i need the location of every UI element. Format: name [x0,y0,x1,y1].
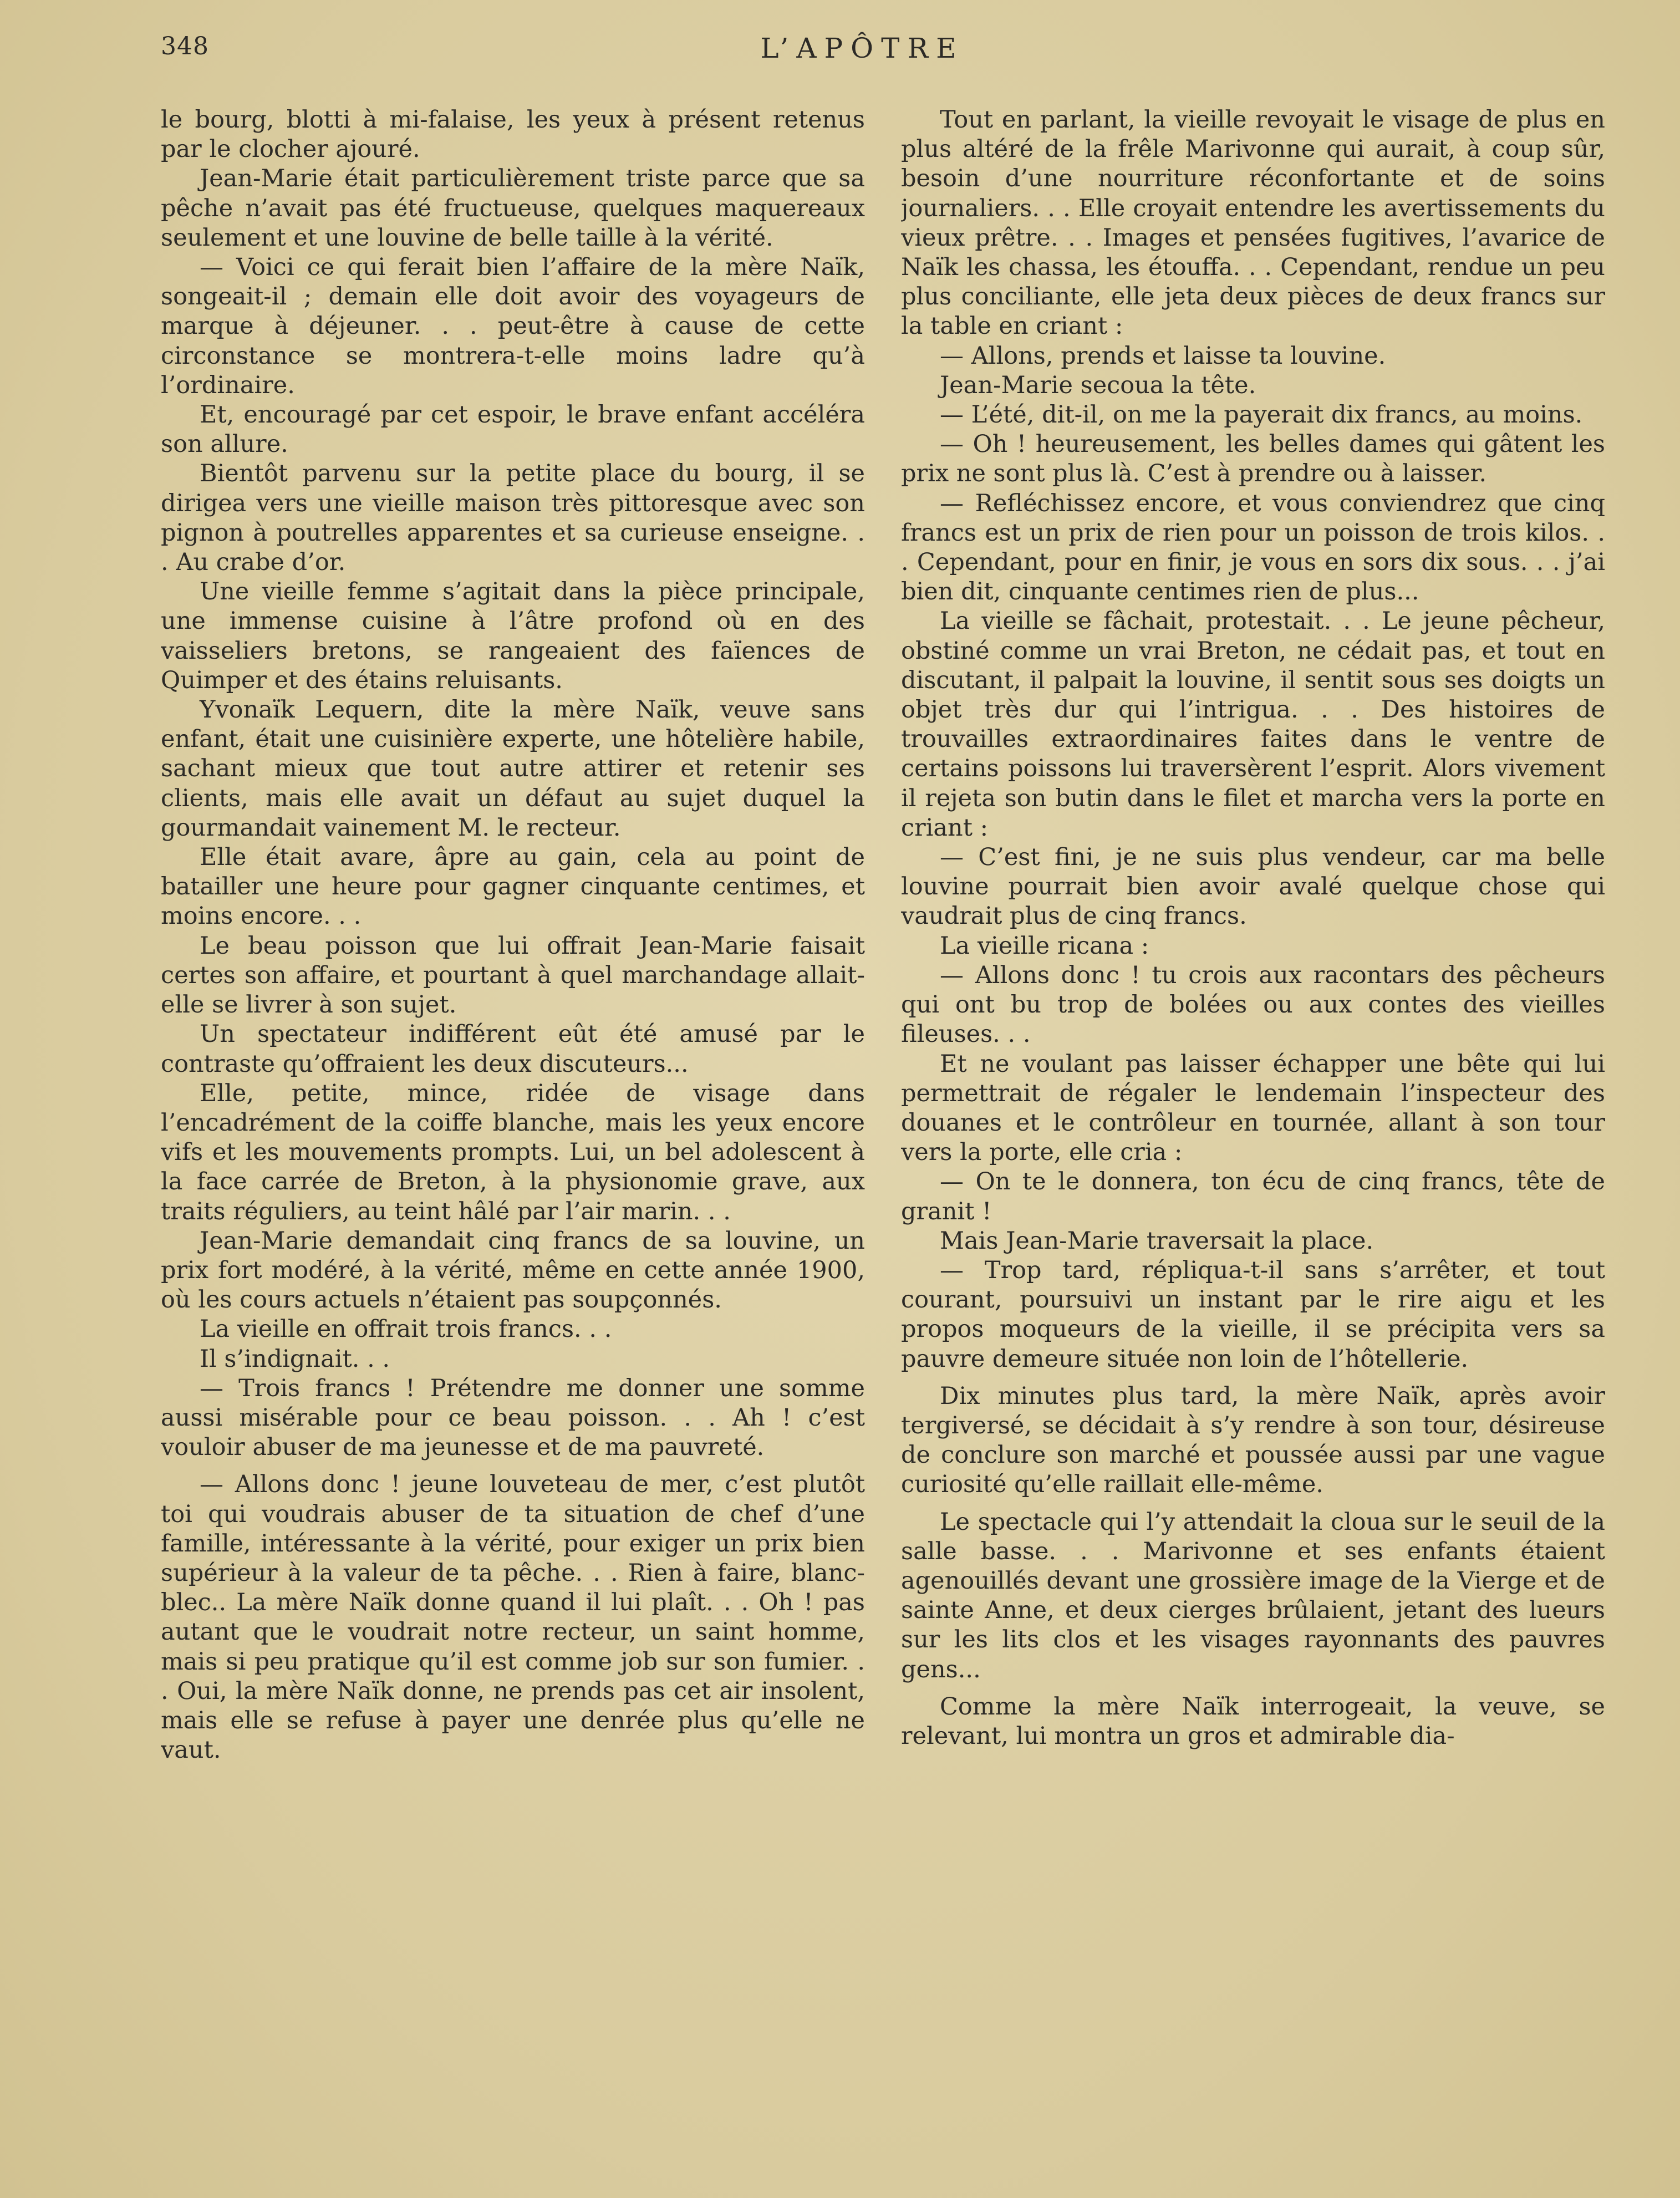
paragraph: Jean-Marie secoua la tête. [940,371,1256,399]
paragraph: — Voici ce qui ferait bien l’affaire de la mère Naïk, songeait-il ; demain elle doit avoir des voyageurs de marque à déjeuner. . . peut-être à cause de cette circonstance se montrera-t-elle moins ladre qu’à l’ordinaire. [161,253,865,399]
paragraph: Dix minutes plus tard, la mère Naïk, après avoir tergiversé, se décidait à s’y rendre à son tour, désireuse de conclure son marché et poussée aussi par une vague curiosité qu’elle raillait elle-même. [901,1382,1605,1499]
paragraph: Elle était avare, âpre au gain, cela au point de batailler une heure pour gagner cinquante centimes, et moins encore. . . [161,843,865,930]
paragraph: Un spectateur indifférent eût été amusé par le contraste qu’offraient les deux discuteurs... [161,1020,865,1078]
running-title: L’APÔTRE [760,32,964,64]
paragraph: — Trois francs ! Prétendre me donner une somme aussi misérable pour ce beau poisson. . . Ah ! c’est vouloir abuser de ma jeunesse et de ma pauvreté. [161,1374,865,1462]
paragraph: — On te le donnera, ton écu de cinq francs, tête de granit ! [901,1168,1605,1225]
paragraph: Elle, petite, mince, ridée de visage dans l’encadrément de la coiffe blanche, mais les yeux encore vifs et les mouvements prompts. Lui, un bel adolescent à la face carrée de Breton, à la physionomie grave, aux traits réguliers, au teint hâlé par l’air marin. . . [161,1079,865,1225]
page-number: 348 [161,32,209,60]
paragraph: Comme la mère Naïk interrogeait, la veuve, se relevant, lui montra un gros et admirable dia- [901,1692,1605,1750]
paragraph: Le spectacle qui l’y attendait la cloua sur le seuil de la salle basse. . . Marivonne et ses enfants étaient agenouillés devant une grossière image de la Vierge et de sainte Anne, et deux cierges brûlaient, jetant des lueurs sur les lits clos et les visages rayonnants des pauvres gens... [901,1508,1605,1683]
paragraph: — Refléchissez encore, et vous conviendrez que cinq francs est un prix de rien pour un poisson de trois kilos. . . Cependant, pour en finir, je vous en sors dix sous. . . j’ai bien dit, cinquante centimes rien de plus... [901,489,1605,606]
paragraph: le bourg, blotti à mi-falaise, les yeux à présent retenus par le clocher ajouré. [161,106,865,164]
paragraph: — Allons, prends et laisse ta louvine. [940,342,1386,370]
paragraph: Il s’indignait. . . [200,1345,390,1373]
paragraph: — Trop tard, répliqua-t-il sans s’arrêter, et tout courant, poursuivi un instant par le rire aigu et les propos moqueurs de la vieille, il se précipita vers sa pauvre demeure située non loin de l’hôtellerie. [901,1256,1605,1373]
paragraph: — Oh ! heureusement, les belles dames qui gâtent les prix ne sont plus là. C’est à prendre ou à laisser. [901,430,1605,488]
paragraph: Et ne voulant pas laisser échapper une bête qui lui permettrait de régaler le lendemain l’inspecteur des douanes et le contrôleur en tournée, allant à son tour vers la porte, elle cria : [901,1050,1605,1167]
paragraph: — Allons donc ! tu crois aux racontars des pêcheurs qui ont bu trop de bolées ou aux contes des vieilles fileuses. . . [901,961,1605,1049]
left-column [161,105,865,2168]
paragraph: Et, encouragé par cet espoir, le brave enfant accéléra son allure. [161,401,865,459]
paragraph: Mais Jean-Marie traversait la place. [940,1227,1374,1255]
page-header [161,32,1564,77]
paragraph: — L’été, dit-il, on me la payerait dix francs, au moins. [940,401,1583,429]
paragraph: La vieille ricana : [940,932,1149,960]
paragraph: Jean-Marie était particulièrement triste parce que sa pêche n’avait pas été fructueuse, quelques maquereaux seulement et une louvine de belle taille à la vérité. [161,165,865,252]
paragraph: La vieille en offrait trois francs. . . [200,1315,612,1344]
paragraph: Une vieille femme s’agitait dans la pièce principale, une immense cuisine à l’âtre profond où en des vaisseliers bretons, se rangeaient des faïences de Quimper et des étains reluisants. [161,578,865,694]
paragraph: Jean-Marie demandait cinq francs de sa louvine, un prix fort modéré, à la vérité, même en cette année 1900, où les cours actuels n’étaient pas soupçonnés. [161,1227,865,1314]
paragraph: Bientôt parvenu sur la petite place du bourg, il se dirigea vers une vieille maison très pittoresque avec son pignon à poutrelles apparentes et sa curieuse enseigne. . . Au crabe d’or. [161,460,865,577]
paragraph: La vieille se fâchait, protestait. . . Le jeune pêcheur, obstiné comme un vrai Breton, ne cédait pas, et tout en discutant, il palpait la louvine, il sentit sous ses doigts un objet très dur qui l’intrigua. . . Des histoires de trouvailles extraordinaires faites dans le ventre de certains poissons lui traversèrent l’esprit. Alors vivement il rejeta son butin dans le filet et marcha vers la porte en criant : [901,607,1605,842]
paragraph: — C’est fini, je ne suis plus vendeur, car ma belle louvine pourrait bien avoir avalé quelque chose qui vaudrait plus de cinq francs. [901,843,1605,930]
paragraph: Yvonaïk Lequern, dite la mère Naïk, veuve sans enfant, était une cuisinière experte, une hôtelière habile, sachant mieux que tout autre attirer et retenir ses clients, mais elle avait un défaut au sujet duquel la gourmandait vainement M. le recteur. [161,696,865,842]
right-column [901,105,1605,2168]
paragraph: Tout en parlant, la vieille revoyait le visage de plus en plus altéré de la frêle Marivonne qui aurait, à coup sûr, besoin d’une nourriture réconfortante et de soins journaliers. . . Elle croyait entendre les avertissements du vieux prêtre. . . Images et pensées fugitives, l’avarice de Naïk les chassa, les étouffa. . . Cependant, rendue un peu plus conciliante, elle jeta deux pièces de deux francs sur la table en criant : [901,106,1605,340]
paragraph: — Allons donc ! jeune louveteau de mer, c’est plutôt toi qui voudrais abuser de ta situation de chef d’une famille, intéressante à la vérité, pour exiger un prix bien supérieur à la valeur de ta pêche. . . Rien à faire, blanc-blec.. La mère Naïk donne quand il lui plaît. . . Oh ! pas autant que le voudrait notre recteur, un saint homme, mais si peu pratique qu’il est comme job sur son fumier. . . Oui, la mère Naïk donne, ne prends pas cet air insolent, mais elle se refuse à payer une denrée plus qu’elle ne vaut. [161,1471,865,1764]
paragraph: Le beau poisson que lui offrait Jean-Marie faisait certes son affaire, et pourtant à quel marchandage allait-elle se livrer à son sujet. [161,932,865,1019]
